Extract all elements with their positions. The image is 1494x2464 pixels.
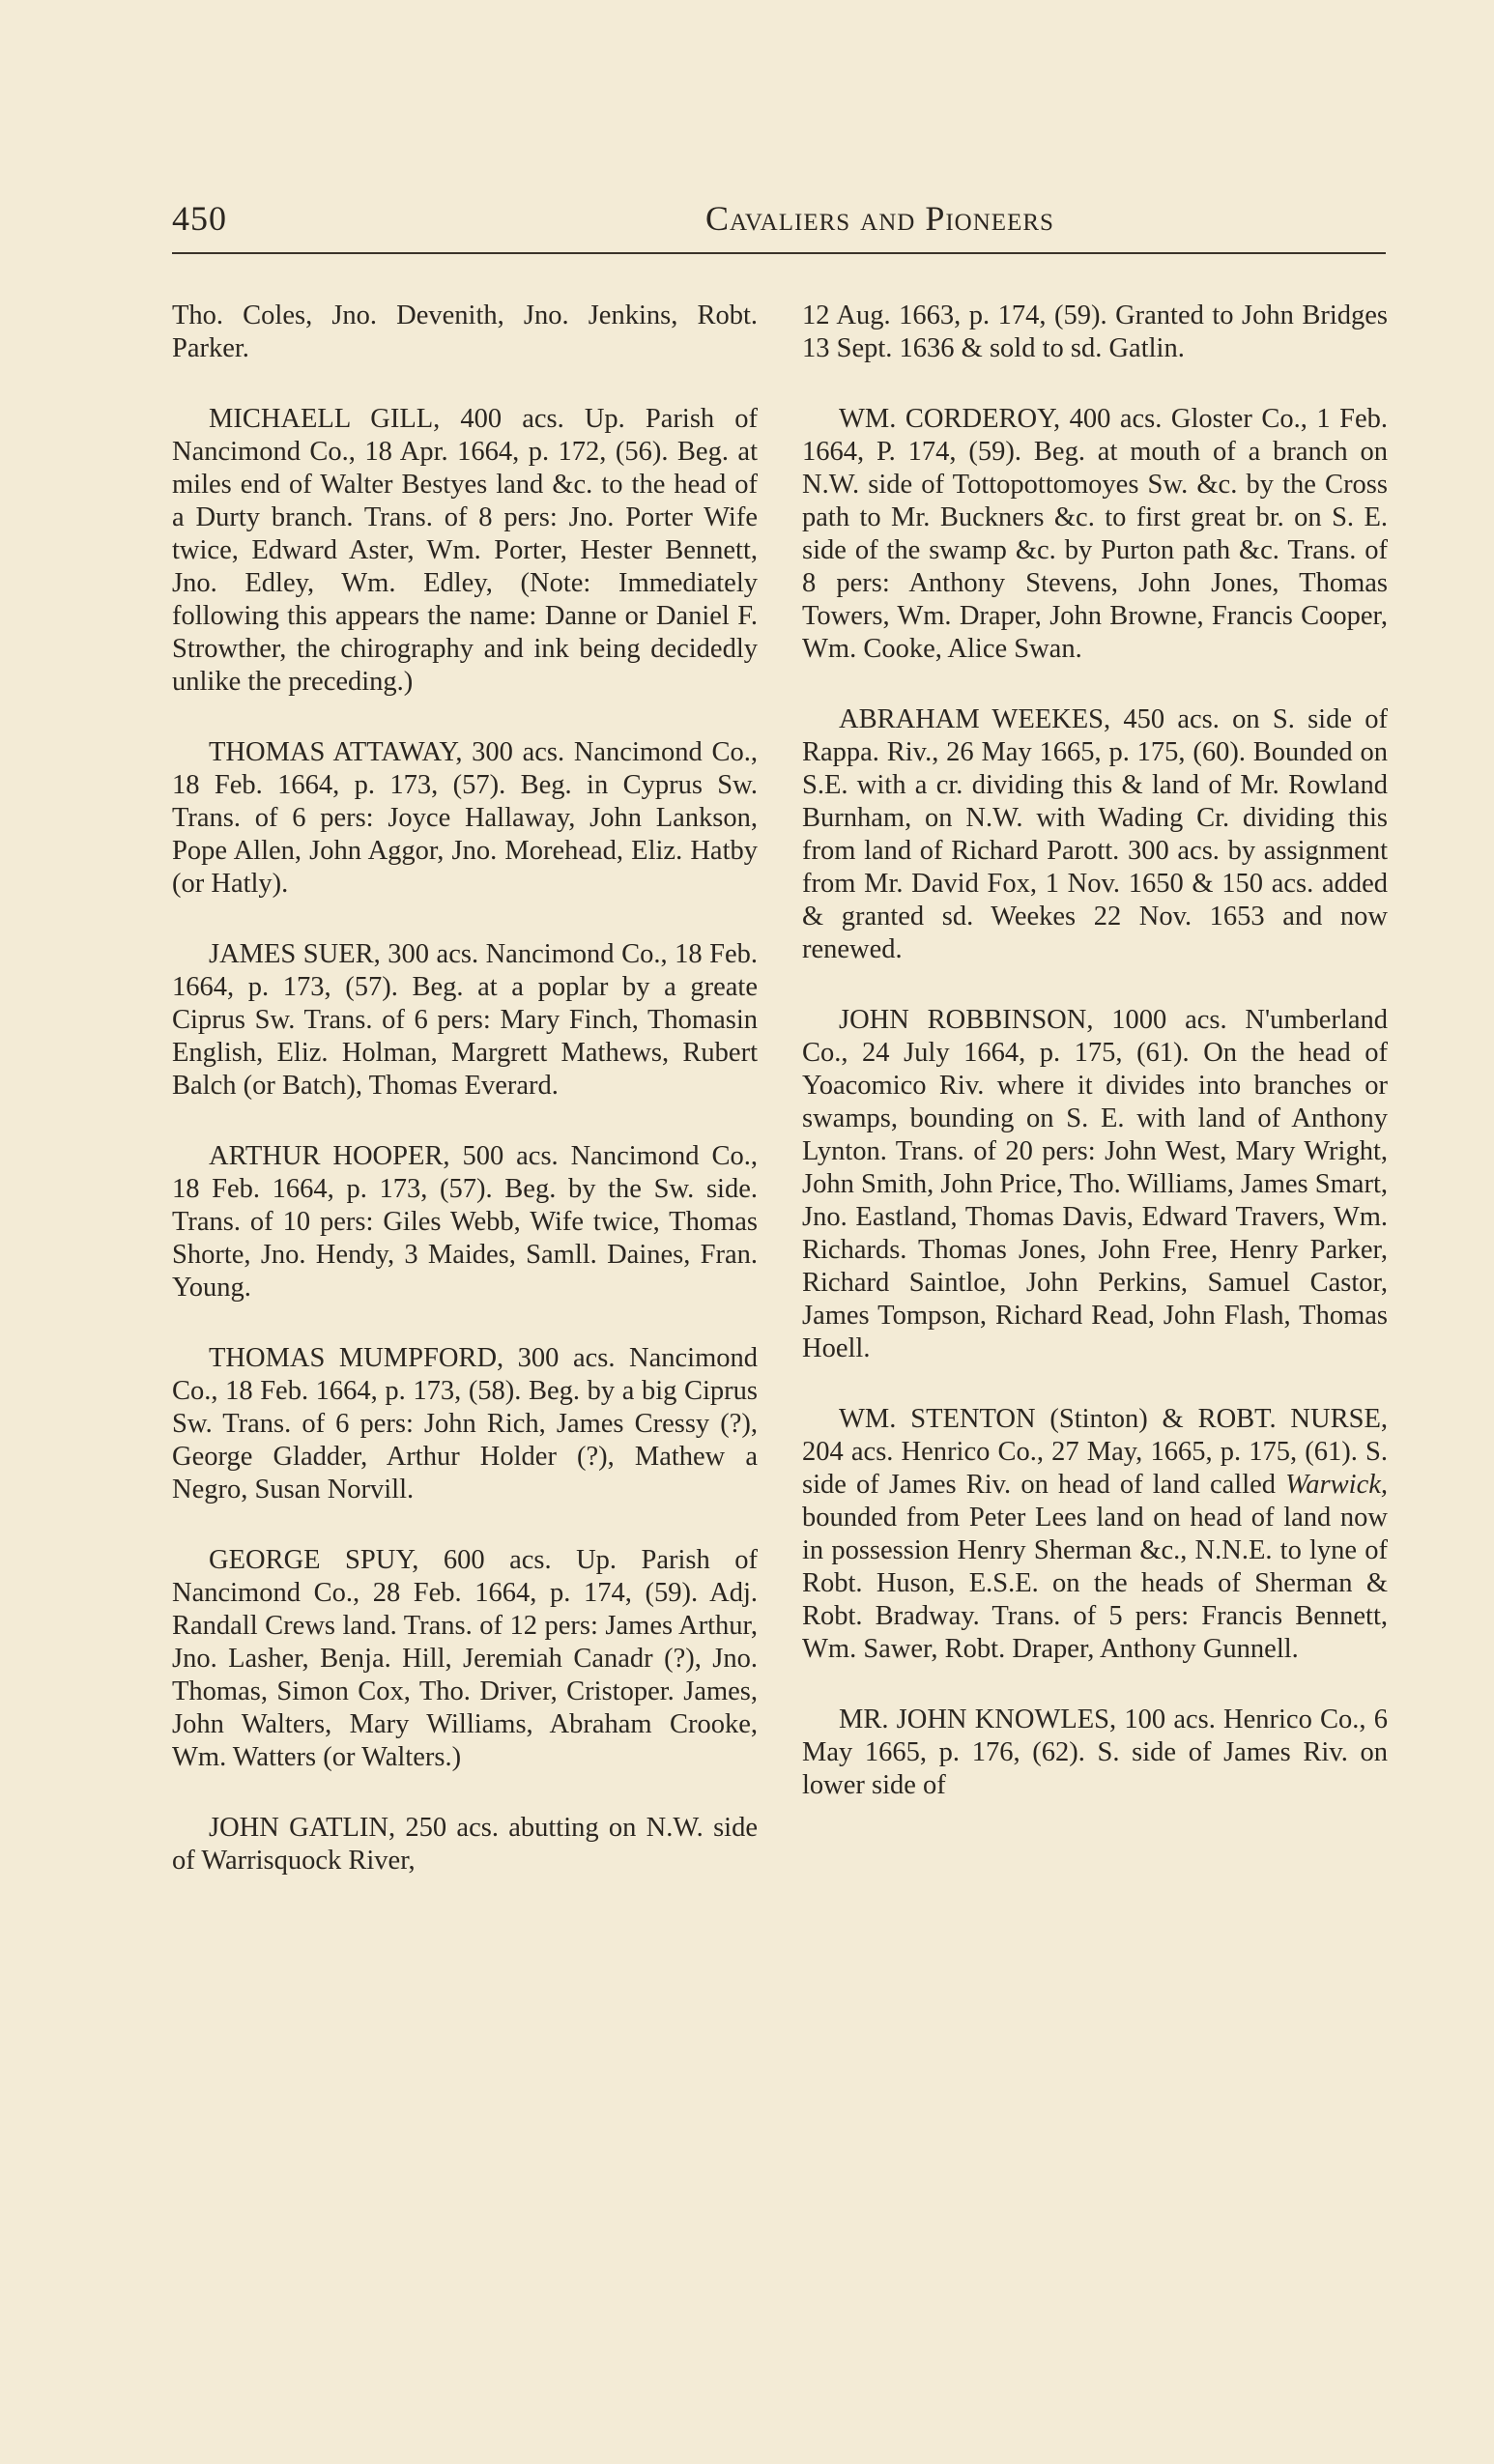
left-column xyxy=(172,300,758,1915)
entry-john-gatlin-continued: 12 Aug. 1663, p. 174, (59). Granted to John Bridges 13 Sept. 1636 & sold to sd. Gatlin. xyxy=(802,301,1388,363)
entry-george-spuy: GEORGE SPUY, 600 acs. Up. Parish of Nancimond Co., 28 Feb. 1664, p. 174, (59). Adj. Randall Crews land. Trans. of 12 pers: James Arthur, Jno. Lasher, Benja. Hill, Jeremiah Canadr (?), Jno. Thomas, Simon Cox, Tho. Driver, Cristoper. James, John Walters, Mary Williams, Abraham Crooke, Wm. Watters (or Walters.) xyxy=(172,1545,758,1772)
entry-text-before: WM. STENTON (Stinton) & ROBT. NURSE, 204 acs. Henrico Co., 27 May, 1665, p. 175, (61). S. side of James Riv. on head of land called xyxy=(802,1404,1388,1500)
entry-arthur-hooper: ARTHUR HOOPER, 500 acs. Nancimond Co., 18 Feb. 1664, p. 173, (57). Beg. by the Sw. side. Trans. of 10 pers: Giles Webb, Wife twice, Thomas Shorte, Jno. Hendy, 3 Maides, Samll. Daines, Fran. Young. xyxy=(172,1141,758,1303)
entry-abraham-weekes: ABRAHAM WEEKES, 450 acs. on S. side of Rappa. Riv., 26 May 1665, p. 175, (60). Bounded on S.E. with a cr. dividing this & land of Mr. Rowland Burnham, on N.W. with Wading Cr. dividing this from land of Richard Parott. 300 acs. by assignment from Mr. David Fox, 1 Nov. 1650 & 150 acs. added & granted sd. Weekes 22 Nov. 1653 and now renewed. xyxy=(802,704,1388,964)
place-name-italic: Warwick, xyxy=(1285,1470,1388,1500)
right-column xyxy=(802,300,1388,1840)
entry-michaell-gill: MICHAELL GILL, 400 acs. Up. Parish of Nancimond Co., 18 Apr. 1664, p. 172, (56). Beg. at miles end of Walter Bestyes land &c. to the head of a Durty branch. Trans. of 8 pers: Jno. Porter Wife twice, Edward Aster, Wm. Porter, Hester Bennett, Jno. Edley, Wm. Edley, (Note: Immediately following this appears the name: Danne or Daniel F. Strowther, the chirography and ink being decidedly unlike the preceding.) xyxy=(172,404,758,697)
page-header xyxy=(172,198,1384,246)
entry-john-knowles: MR. JOHN KNOWLES, 100 acs. Henrico Co., 6 May 1665, p. 176, (62). S. side of James Riv. on lower side of xyxy=(802,1705,1388,1800)
entry-thomas-mumpford: THOMAS MUMPFORD, 300 acs. Nancimond Co., 18 Feb. 1664, p. 173, (58). Beg. by a big Ciprus Sw. Trans. of 6 pers: John Rich, James Cressy (?), George Gladder, Arthur Holder (?), Mathew a Negro, Susan Norvill. xyxy=(172,1343,758,1504)
entry-james-suer: JAMES SUER, 300 acs. Nancimond Co., 18 Feb. 1664, p. 173, (57). Beg. at a poplar by a greate Ciprus Sw. Trans. of 6 pers: Mary Finch, Thomasin English, Eliz. Holman, Margrett Mathews, Rubert Balch (or Batch), Thomas Everard. xyxy=(172,939,758,1101)
entry-wm-corderoy: WM. CORDEROY, 400 acs. Gloster Co., 1 Feb. 1664, P. 174, (59). Beg. at mouth of a branch on N.W. side of Tottopottomoyes Sw. &c. by the Cross path to Mr. Buckners &c. to first great br. on S. E. side of the swamp &c. by Purton path &c. Trans. of 8 pers: Anthony Stevens, John Jones, Thomas Towers, Wm. Draper, John Browne, Francis Cooper, Wm. Cooke, Alice Swan. xyxy=(802,404,1388,664)
entry-continuation: Tho. Coles, Jno. Devenith, Jno. Jenkins, Robt. Parker. xyxy=(172,301,758,363)
entry-john-gatlin: JOHN GATLIN, 250 acs. abutting on N.W. side of Warrisquock River, xyxy=(172,1813,758,1876)
running-title: Cavaliers and Pioneers xyxy=(705,199,1054,238)
entry-text-after: bounded from Peter Lees land on head of land now in possession Henry Sherman &c., N.N.E. to lyne of Robt. Huson, E.S.E. on the heads of Sherman & Robt. Bradway. Trans. of 5 pers: Francis Bennett, Wm. Sawer, Robt. Draper, Anthony Gunnell. xyxy=(802,1503,1388,1664)
page-number: 450 xyxy=(172,199,227,238)
header-rule xyxy=(172,252,1386,254)
entry-john-robbinson: JOHN ROBBINSON, 1000 acs. N'umberland Co., 24 July 1664, p. 175, (61). On the head of Yoacomico Riv. where it divides into branches or swamps, bounding on S. E. with land of Anthony Lynton. Trans. of 20 pers: John West, Mary Wright, John Smith, John Price, Tho. Williams, James Smart, Jno. Eastland, Thomas Davis, Edward Travers, Wm. Richards. Thomas Jones, John Free, Henry Parker, Richard Saintloe, John Perkins, Samuel Castor, James Tompson, Richard Read, John Flash, Thomas Hoell. xyxy=(802,1005,1388,1363)
entry-wm-stenton xyxy=(802,1403,1388,1666)
entry-thomas-attaway: THOMAS ATTAWAY, 300 acs. Nancimond Co., 18 Feb. 1664, p. 173, (57). Beg. in Cyprus Sw. Trans. of 6 pers: Joyce Hallaway, John Lankson, Pope Allen, John Aggor, Jno. Morehead, Eliz. Hatby (or Hatly). xyxy=(172,737,758,899)
